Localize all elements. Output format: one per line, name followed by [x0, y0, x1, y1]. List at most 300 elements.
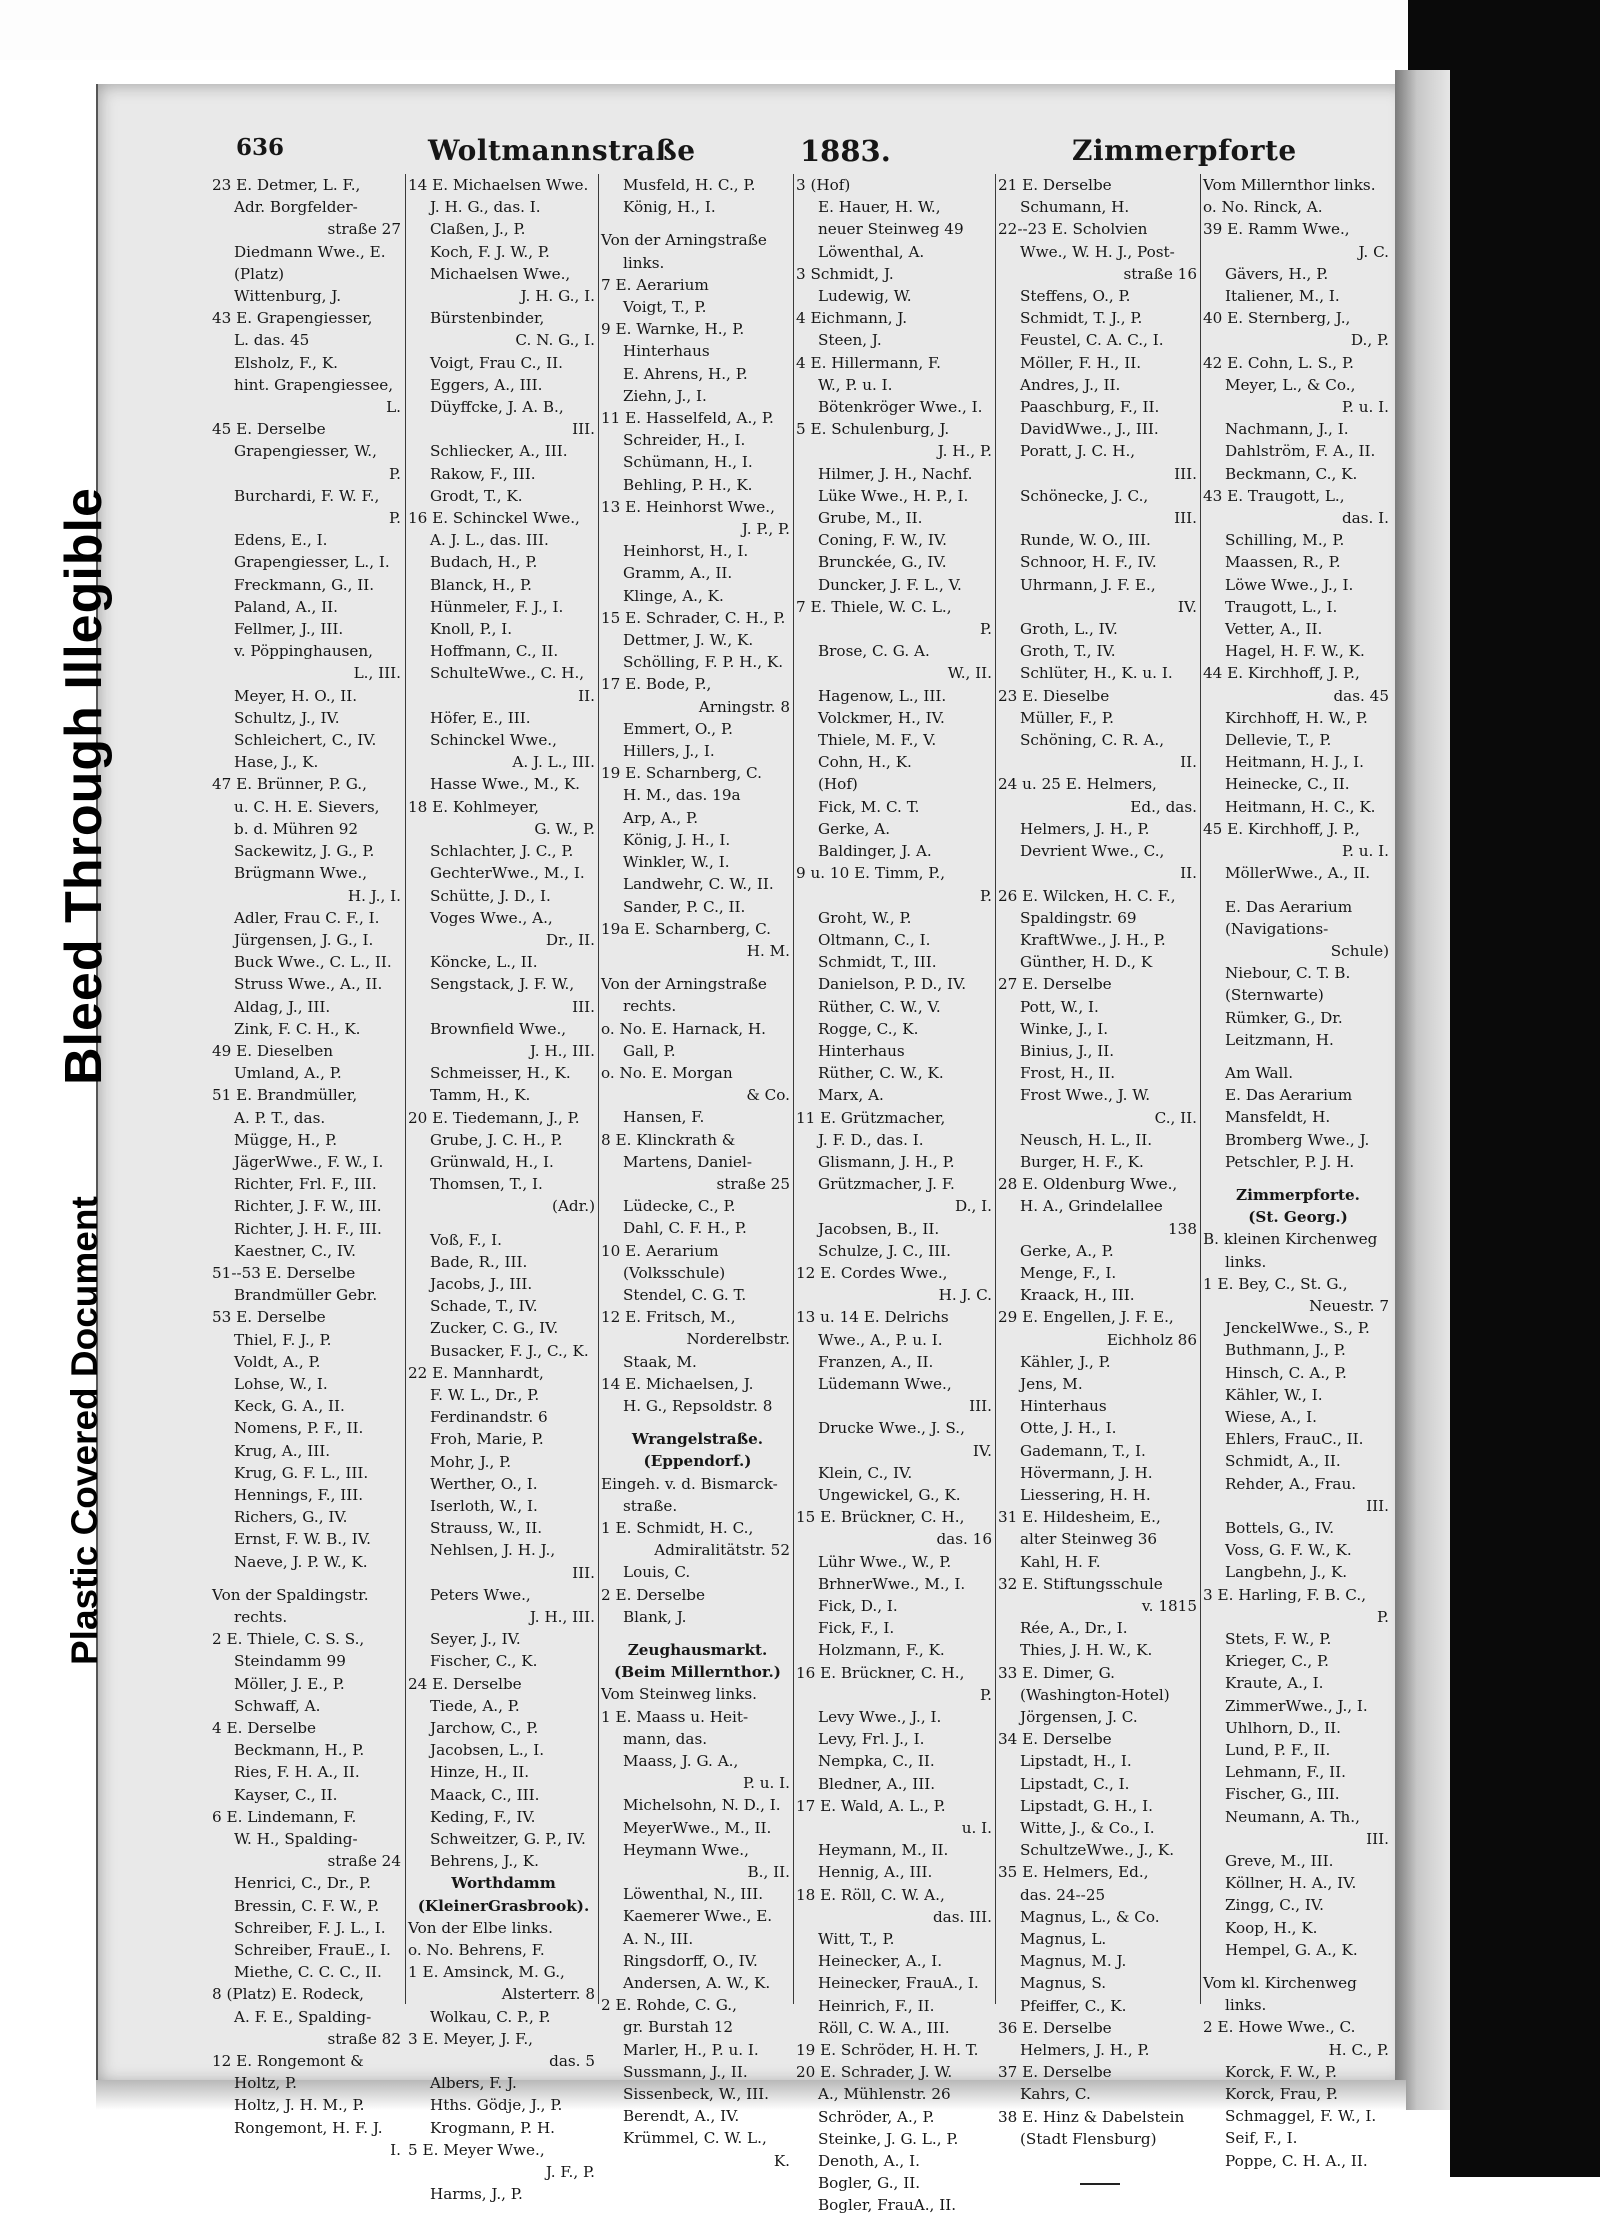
- directory-entry: Schröder, A., P.: [818, 2107, 935, 2126]
- directory-entry: Peters Wwe.,: [430, 1585, 531, 1604]
- directory-entry: 7 E. Thiele, W. C. L.,: [796, 597, 952, 616]
- directory-entry: Grube, M., II.: [818, 509, 923, 528]
- directory-entry: Miethe, C. C. C., II.: [234, 1963, 382, 1982]
- directory-entry: SchultzeWwe., J., K.: [1020, 1841, 1175, 1860]
- directory-entry: Hennings, F., III.: [234, 1485, 364, 1504]
- directory-entry: 43 E. Traugott, L.,: [1203, 486, 1345, 505]
- directory-entry: D., I.: [955, 1197, 992, 1216]
- directory-entry: 19 E. Scharnberg, C.: [601, 764, 762, 783]
- directory-entry: 23 E. Detmer, L. F.,: [212, 176, 361, 194]
- directory-entry: o. No. E. Morgan: [601, 1063, 733, 1082]
- directory-entry: straße 24: [327, 1852, 401, 1871]
- directory-entry: das. 45: [1333, 686, 1389, 705]
- directory-entry: IV.: [972, 1441, 992, 1460]
- directory-entry: Magnus, S.: [1020, 1974, 1107, 1993]
- directory-entry: Grützmacher, J. F.: [818, 1175, 955, 1194]
- directory-entry: Kirchhoff, H. W., P.: [1225, 708, 1368, 727]
- directory-entry: Kraute, A., I.: [1225, 1674, 1324, 1693]
- directory-entry: Krümmel, C. W. L.,: [623, 2129, 767, 2148]
- directory-entry: Knoll, P., I.: [430, 620, 513, 639]
- directory-entry: Lüdemann Wwe.,: [818, 1374, 952, 1393]
- directory-entry: 21 E. Derselbe: [998, 176, 1112, 194]
- directory-entry: J. H., III.: [529, 1608, 595, 1626]
- directory-entry: straße 27: [327, 220, 401, 239]
- directory-entry: Menge, F., I.: [1020, 1263, 1117, 1282]
- directory-entry: Schleichert, C., IV.: [234, 731, 377, 750]
- directory-entry: 5 E. Meyer Wwe.,: [408, 2140, 545, 2159]
- directory-entry: Ringsdorff, O., IV.: [623, 1951, 758, 1970]
- directory-entry: Hoffmann, C., II.: [430, 642, 559, 661]
- directory-entry: Marler, H., P. u. I.: [623, 2040, 759, 2059]
- directory-entry: neuer Steinweg 49: [818, 220, 964, 239]
- directory-entry: Harms, J., P.: [430, 2185, 523, 2204]
- directory-entry: I.: [390, 2140, 401, 2159]
- directory-entry: Schultz, J., IV.: [234, 708, 340, 727]
- directory-entry: Schliecker, A., III.: [430, 442, 568, 461]
- directory-entry: III.: [1174, 464, 1197, 483]
- directory-entry: Bogler, FrauA., II.: [818, 2196, 957, 2215]
- directory-entry: Beckmann, H., P.: [234, 1741, 365, 1760]
- directory-entry: Devrient Wwe., C.,: [1020, 842, 1165, 861]
- directory-entry: H. A., Grindelallee: [1020, 1197, 1163, 1216]
- directory-entry: 24 E. Derselbe: [408, 1674, 522, 1693]
- directory-entry: 1 E. Maass u. Heit-: [601, 1707, 749, 1726]
- directory-entry: Richter, Frl. F., III.: [234, 1175, 377, 1194]
- directory-entry: Wolkau, C. P., P.: [430, 2007, 551, 2026]
- directory-entry: Fick, F., I.: [818, 1619, 895, 1638]
- directory-column-3: [598, 174, 794, 2170]
- directory-entry: Kähler, J., P.: [1020, 1352, 1111, 1371]
- directory-entry: J. H., III.: [529, 1041, 595, 1060]
- directory-entry: Jacobsen, B., II.: [818, 1219, 940, 1238]
- directory-entry: Gävers, H., P.: [1225, 264, 1329, 283]
- directory-entry: P.: [980, 886, 992, 905]
- directory-entry: Alsterterr. 8: [501, 1985, 595, 2004]
- directory-entry: Duncker, J. F. L., V.: [818, 575, 962, 594]
- directory-entry: Hths. Gödje, J., P.: [430, 2096, 563, 2115]
- directory-entry: hint. Grapengiessee,: [234, 375, 394, 394]
- directory-entry: [406, 1218, 599, 1229]
- directory-entry: Marx, A.: [818, 1086, 884, 1105]
- directory-entry: Pfeiffer, C., K.: [1020, 1996, 1127, 2015]
- directory-entry: Heinecker, FrauA., I.: [818, 1974, 979, 1993]
- directory-entry: Korck, Frau, P.: [1225, 2085, 1338, 2104]
- directory-entry: Jacobsen, L., I.: [430, 1741, 545, 1760]
- directory-entry: Meyer, L., & Co.,: [1225, 375, 1356, 394]
- directory-entry: L. das. 45: [234, 331, 310, 350]
- directory-entry: Hinterhaus: [1020, 1397, 1107, 1416]
- directory-entry: Dahlström, F. A., II.: [1225, 442, 1376, 461]
- directory-entry: Hasse Wwe., M., K.: [430, 775, 580, 794]
- directory-entry: Dettmer, J. W., K.: [623, 631, 754, 650]
- directory-entry: Eichholz 86: [1106, 1330, 1197, 1349]
- directory-entry: Burchardi, F. W. F.,: [234, 486, 380, 505]
- directory-entry: Spaldingstr. 69: [1020, 908, 1137, 927]
- directory-entry: (Eppendorf.): [643, 1452, 752, 1471]
- directory-entry: Ehlers, FrauC., II.: [1225, 1430, 1364, 1449]
- directory-entry: Feustel, C. A. C., I.: [1020, 331, 1164, 350]
- directory-entry: III.: [1366, 1496, 1389, 1515]
- directory-entry: Magnus, L., & Co.: [1020, 1907, 1160, 1926]
- directory-entry: Volckmer, H., IV.: [818, 708, 945, 727]
- directory-entry: Magnus, L.: [1020, 1930, 1107, 1949]
- directory-entry: Klinge, A., K.: [623, 586, 724, 605]
- directory-entry: Schwaff, A.: [234, 1696, 321, 1715]
- directory-entry: mann, das.: [623, 1729, 708, 1748]
- directory-entry: L., III.: [353, 664, 401, 683]
- directory-entry: Lehmann, F., II.: [1225, 1763, 1347, 1782]
- directory-entry: Zink, F. C. H., K.: [234, 1019, 361, 1038]
- directory-entry: links.: [1225, 1252, 1267, 1271]
- directory-entry: E. Ahrens, H., P.: [623, 364, 748, 383]
- directory-entry: das. I.: [1341, 509, 1389, 528]
- directory-entry: Heitmann, H. C., K.: [1225, 797, 1376, 816]
- directory-entry: Rée, A., Dr., I.: [1020, 1619, 1128, 1638]
- directory-entry: J. F., P.: [545, 2163, 595, 2182]
- directory-entry: Kaemerer Wwe., E.: [623, 1907, 773, 1926]
- directory-entry: Voss, G. F. W., K.: [1225, 1541, 1352, 1560]
- directory-entry: 2 E. Derselbe: [601, 1585, 706, 1604]
- directory-entry: 15 E. Schrader, C. H., P.: [601, 608, 786, 627]
- directory-entry: A., Mühlenstr. 26: [818, 2085, 951, 2104]
- directory-entry: (Navigations-: [1225, 919, 1329, 938]
- directory-entry: 5 E. Schulenburg, J.: [796, 420, 950, 439]
- directory-entry: H. G., Repsoldstr. 8: [623, 1396, 773, 1415]
- directory-entry: (Platz): [234, 264, 285, 283]
- directory-entry: 2 E. Howe Wwe., C.: [1203, 2018, 1356, 2037]
- directory-entry: Groth, L., IV.: [1020, 620, 1118, 639]
- directory-entry: 3 E. Meyer, J. F.,: [408, 2029, 533, 2048]
- directory-entry: Jarchow, C., P.: [430, 1719, 539, 1738]
- directory-entry: Lüke Wwe., H. P., I.: [818, 486, 969, 505]
- directory-entry: Stets, F. W., P.: [1225, 1630, 1332, 1648]
- directory-entry: Nachmann, J., I.: [1225, 420, 1349, 439]
- directory-entry: Burger, H. F., K.: [1020, 1152, 1144, 1171]
- directory-entry: Otte, J. H., I.: [1020, 1419, 1117, 1438]
- directory-entry: III.: [572, 997, 595, 1016]
- directory-entry: Levy, Frl. J., I.: [818, 1730, 925, 1749]
- directory-entry: 22--23 E. Scholvien: [998, 220, 1148, 239]
- directory-entry: Meyer, H. O., II.: [234, 686, 358, 705]
- directory-entry: J. H. G., das. I.: [430, 198, 541, 217]
- directory-entry: [599, 218, 794, 229]
- directory-entry: Struss Wwe., A., II.: [234, 975, 383, 994]
- directory-entry: Rakow, F., III.: [430, 464, 536, 483]
- directory-entry: JenckelWwe., S., P.: [1225, 1319, 1370, 1338]
- directory-entry: P.: [1377, 1607, 1389, 1626]
- directory-entry: Fischer, G., III.: [1225, 1785, 1340, 1804]
- directory-entry: Grapengiesser, L., I.: [234, 553, 390, 572]
- directory-entry: 18 E. Kohlmeyer,: [408, 797, 539, 816]
- directory-entry: v. 1815: [1141, 1597, 1197, 1615]
- directory-entry: straße 82: [327, 2029, 401, 2048]
- directory-entry: Pott, W., I.: [1020, 997, 1099, 1016]
- directory-column-6: [1200, 174, 1393, 2170]
- directory-entry: Henrici, C., Dr., P.: [234, 1874, 371, 1893]
- directory-entry: 16 E. Brückner, C. H.,: [796, 1663, 965, 1682]
- directory-entry: Schreiber, FrauE., I.: [234, 1941, 391, 1960]
- directory-entry: 3 Schmidt, J.: [796, 264, 894, 283]
- directory-entry: B. kleinen Kirchenweg: [1203, 1230, 1378, 1249]
- directory-entry: Drucke Wwe., J. S.,: [818, 1419, 965, 1438]
- directory-entry: A. J. L., III.: [512, 753, 595, 772]
- directory-entry: Italiener, M., I.: [1225, 287, 1340, 306]
- directory-entry: 15 E. Brückner, C. H.,: [796, 1508, 965, 1527]
- directory-entry: 11 E. Hasselfeld, A., P.: [601, 409, 774, 428]
- directory-entry: [599, 1417, 794, 1428]
- directory-entry: Keck, G. A., II.: [234, 1397, 345, 1416]
- directory-entry: Steindamm 99: [234, 1652, 346, 1671]
- directory-entry: Vetter, A., II.: [1225, 620, 1323, 639]
- directory-entry: Bürstenbinder,: [430, 309, 545, 328]
- directory-entry: Brunckée, G., IV.: [818, 553, 947, 572]
- directory-entry: Gerke, A., P.: [1020, 1241, 1114, 1260]
- directory-entry: Mügge, H., P.: [234, 1130, 338, 1149]
- directory-entry: (KleinerGrasbrook).: [417, 1896, 590, 1915]
- directory-entry: Schreiber, F. J. L., I.: [234, 1918, 386, 1937]
- directory-entry: Adr. Borgfelder-: [234, 198, 358, 217]
- directory-entry: Schöning, C. R. A.,: [1020, 731, 1165, 750]
- directory-entry: MöllerWwe., A., II.: [1225, 864, 1371, 883]
- directory-entry: W., P. u. I.: [818, 375, 893, 394]
- directory-entry: Schumann, H.: [1020, 198, 1130, 217]
- directory-entry: 3 E. Harling, F. B. C.,: [1203, 1585, 1367, 1604]
- directory-entry: Richers, G., IV.: [234, 1508, 348, 1527]
- directory-entry: W. H., Spalding-: [234, 1830, 358, 1849]
- directory-entry: Arp, A., P.: [623, 808, 699, 827]
- directory-entry: rechts.: [234, 1608, 288, 1626]
- directory-entry: Claßen, J., P.: [430, 220, 526, 239]
- directory-entry: Seyer, J., IV.: [430, 1630, 521, 1649]
- directory-entry: Niebour, C. T. B.: [1225, 964, 1351, 983]
- directory-entry: Andres, J., II.: [1020, 375, 1121, 394]
- directory-entry: 17 E. Wald, A. L., P.: [796, 1796, 946, 1815]
- directory-entry: Fellmer, J., III.: [234, 620, 344, 639]
- directory-entry: Grünwald, H., I.: [430, 1152, 554, 1171]
- directory-entry: Hövermann, J. H.: [1020, 1463, 1153, 1482]
- directory-entry: Koop, H., K.: [1225, 1918, 1318, 1937]
- directory-entry: 19a E. Scharnberg, C.: [601, 919, 771, 938]
- directory-entry: 39 E. Ramm Wwe.,: [1203, 220, 1350, 239]
- header-street-end: Zimmerpforte: [1072, 134, 1297, 167]
- directory-entry: D., P.: [1350, 331, 1389, 350]
- directory-entry: Norderelbstr.: [686, 1330, 790, 1349]
- directory-entry: Schmidt, T., III.: [818, 953, 937, 972]
- directory-entry: Zucker, C. G., IV.: [430, 1319, 559, 1338]
- directory-entry: Ernst, F. W. B., IV.: [234, 1530, 371, 1549]
- directory-entry: MeyerWwe., M., II.: [623, 1818, 772, 1837]
- directory-entry: 138: [1168, 1219, 1197, 1238]
- directory-entry: Krogmann, P. H.: [430, 2118, 556, 2137]
- directory-entry: Arningstr. 8: [698, 697, 790, 716]
- directory-entry: Petschler, P. J. H.: [1225, 1152, 1355, 1171]
- directory-entry: H. C., P.: [1328, 2040, 1389, 2059]
- directory-entry: Louis, C.: [623, 1563, 691, 1582]
- directory-entry: Poppe, C. H. A., II.: [1225, 2151, 1368, 2170]
- directory-entry: Krug, G. F. L., III.: [234, 1463, 369, 1482]
- directory-entry: Michelsohn, N. D., I.: [623, 1796, 781, 1815]
- directory-entry: 10 E. Aerarium: [601, 1241, 719, 1260]
- directory-entry: 40 E. Sternberg, J.,: [1203, 309, 1351, 328]
- directory-entry: Greve, M., III.: [1225, 1852, 1334, 1871]
- directory-entry: Eingeh. v. d. Bismarck-: [601, 1474, 778, 1493]
- directory-entry: 36 E. Derselbe: [998, 2018, 1112, 2037]
- directory-entry: Hilmer, J. H., Nachf.: [818, 464, 973, 483]
- directory-entry: Thomsen, T., I.: [430, 1175, 543, 1194]
- directory-entry: Budach, H., P.: [430, 553, 538, 572]
- directory-entry: BrhnerWwe., M., I.: [818, 1574, 966, 1593]
- directory-entry: [1201, 1051, 1393, 1062]
- directory-entry: K.: [773, 2151, 790, 2170]
- directory-columns: [210, 174, 1392, 2215]
- directory-entry: Lüdecke, C., P.: [623, 1197, 736, 1216]
- directory-entry: J. P., P.: [741, 520, 790, 539]
- directory-entry: Oltmann, C., I.: [818, 930, 931, 949]
- directory-entry: Fischer, C., K.: [430, 1652, 538, 1671]
- directory-entry: Wrangelstraße.: [631, 1430, 764, 1449]
- directory-entry: Lohse, W., I.: [234, 1374, 328, 1393]
- directory-entry: [996, 2172, 1201, 2194]
- directory-entry: das. 5: [549, 2052, 595, 2071]
- directory-entry: Löwenthal, A.: [818, 242, 925, 261]
- directory-entry: 12 E. Rongemont &: [212, 2052, 364, 2071]
- directory-entry: Dr., II.: [545, 930, 595, 949]
- directory-entry: Bade, R., III.: [430, 1252, 528, 1271]
- directory-entry: Schlüter, H., K. u. I.: [1020, 664, 1173, 683]
- directory-entry: Langbehn, J., K.: [1225, 1563, 1348, 1582]
- directory-entry: J. C.: [1358, 242, 1389, 261]
- directory-entry: II.: [578, 686, 595, 705]
- directory-entry: Gerke, A.: [818, 819, 891, 838]
- directory-entry: Holzmann, F., K.: [818, 1641, 945, 1660]
- directory-entry: B., II.: [747, 1863, 790, 1882]
- directory-entry: Neusch, H. L., II.: [1020, 1130, 1153, 1149]
- directory-entry: Baldinger, J. A.: [818, 842, 932, 861]
- directory-entry: Tamm, H., K.: [430, 1086, 531, 1105]
- directory-entry: IV.: [1177, 597, 1197, 616]
- directory-entry: Hagel, H. F. W., K.: [1225, 642, 1365, 661]
- directory-entry: Hinterhaus: [818, 1041, 905, 1060]
- directory-entry: 45 E. Kirchhoff, J. P.,: [1203, 819, 1360, 838]
- directory-entry: H. J., I.: [347, 886, 401, 905]
- directory-entry: 33 E. Dimer, G.: [998, 1663, 1115, 1682]
- directory-entry: [1201, 1173, 1393, 1184]
- directory-entry: das. 24--25: [1020, 1885, 1106, 1904]
- directory-entry: 35 E. Helmers, Ed.,: [998, 1863, 1149, 1882]
- directory-entry: 20 E. Schrader, J. W.: [796, 2063, 953, 2082]
- directory-entry: Wwe., A., P. u. I.: [818, 1330, 943, 1349]
- directory-entry: o. No. Behrens, F.: [408, 1941, 545, 1960]
- directory-entry: 47 E. Brünner, P. G.,: [212, 775, 367, 794]
- directory-entry: A. N., III.: [623, 1929, 694, 1948]
- directory-entry: F. W. L., Dr., P.: [430, 1385, 540, 1404]
- directory-entry: A. J. L., das. III.: [430, 531, 549, 550]
- directory-entry: 12 E. Fritsch, M.,: [601, 1308, 736, 1327]
- directory-entry: 12 E. Cordes Wwe.,: [796, 1263, 948, 1282]
- directory-entry: Schönecke, J. C.,: [1020, 486, 1149, 505]
- directory-entry: Buck Wwe., C. L., II.: [234, 953, 392, 972]
- directory-entry: 53 E. Derselbe: [212, 1308, 326, 1327]
- directory-entry: Nomens, P. F., II.: [234, 1419, 364, 1438]
- directory-entry: ZimmerWwe., J., I.: [1225, 1696, 1368, 1715]
- directory-entry: Strauss, W., II.: [430, 1519, 543, 1538]
- directory-entry: Lipstadt, H., I.: [1020, 1752, 1132, 1771]
- directory-entry: Worthdamm: [451, 1874, 556, 1893]
- directory-entry: Sissenbeck, W., III.: [623, 2085, 769, 2104]
- directory-entry: Heymann, M., II.: [818, 1841, 949, 1860]
- directory-entry: (Volksschule): [623, 1263, 726, 1282]
- directory-entry: P.: [980, 620, 992, 639]
- directory-entry: [1201, 1961, 1393, 1972]
- directory-entry: 11 E. Grützmacher,: [796, 1108, 946, 1127]
- directory-entry: 29 E. Engellen, J. F. E.,: [998, 1308, 1174, 1327]
- directory-column-5: [995, 174, 1201, 2148]
- directory-entry: Uhlhorn, D., II.: [1225, 1718, 1342, 1737]
- scan-background: [0, 0, 1600, 60]
- directory-entry: v. Pöppinghausen,: [234, 642, 373, 661]
- directory-entry: Wiese, A., I.: [1225, 1407, 1317, 1426]
- directory-entry: 22 E. Mannhardt,: [408, 1363, 544, 1382]
- directory-entry: Adler, Frau C. F., I.: [234, 908, 380, 927]
- directory-entry: 1 E. Bey, C., St. G.,: [1203, 1274, 1348, 1293]
- directory-entry: Edens, E., I.: [234, 531, 328, 550]
- directory-entry: Eggers, A., III.: [430, 375, 543, 394]
- directory-entry: 34 E. Derselbe: [998, 1730, 1112, 1749]
- directory-entry: Voigt, T., P.: [623, 298, 707, 317]
- directory-entry: Cohn, H., K.: [818, 753, 912, 772]
- directory-entry: J. H., P.: [937, 442, 992, 461]
- directory-entry: Schümann, H., I.: [623, 453, 753, 472]
- directory-entry: Lund, P. F., II.: [1225, 1741, 1331, 1760]
- directory-entry: Günther, H. D., K: [1020, 953, 1153, 972]
- directory-entry: Behling, P. H., K.: [623, 475, 753, 494]
- directory-entry: (Stadt Flensburg): [1020, 2129, 1157, 2148]
- directory-entry: Rogge, C., K.: [818, 1019, 919, 1038]
- directory-entry: Bottels, G., IV.: [1225, 1518, 1335, 1537]
- directory-entry: Von der Spaldingstr.: [212, 1585, 369, 1604]
- directory-entry: Hennig, A., III.: [818, 1863, 933, 1882]
- directory-entry: Denoth, A., I.: [818, 2152, 920, 2171]
- directory-entry: Blank, J.: [623, 1607, 687, 1626]
- directory-entry: Hagenow, L., III.: [818, 686, 947, 705]
- directory-entry: Hünmeler, F. J., I.: [430, 597, 564, 616]
- directory-entry: Gall, P.: [623, 1041, 676, 1060]
- directory-entry: Klein, C., IV.: [818, 1463, 913, 1482]
- directory-entry: Binius, J., II.: [1020, 1041, 1115, 1060]
- directory-entry: Maassen, R., P.: [1225, 553, 1341, 572]
- directory-entry: 8 E. Klinckrath &: [601, 1130, 736, 1149]
- directory-entry: 32 E. Stiftungsschule: [998, 1574, 1163, 1593]
- directory-entry: Uhrmann, J. F. E.,: [1020, 575, 1156, 594]
- directory-entry: Nempka, C., II.: [818, 1752, 935, 1771]
- directory-entry: Grodt, T., K.: [430, 486, 523, 505]
- directory-entry: Hinze, H., II.: [430, 1763, 530, 1782]
- directory-entry: III.: [969, 1397, 992, 1416]
- directory-entry: Korck, F. W., P.: [1225, 2062, 1337, 2081]
- directory-entry: Zimmerpforte.: [1236, 1185, 1360, 1204]
- directory-entry: Leitzmann, H.: [1225, 1030, 1334, 1049]
- directory-entry: L.: [386, 398, 401, 417]
- directory-entry: (Hof): [818, 775, 858, 794]
- directory-entry: Michaelsen Wwe.,: [430, 264, 571, 283]
- directory-entry: Glismann, J. H., P.: [818, 1152, 955, 1171]
- directory-entry: Koch, F. J. W., P.: [430, 242, 550, 261]
- directory-entry: Am Wall.: [1225, 1063, 1294, 1082]
- directory-entry: Mohr, J., P.: [430, 1452, 512, 1471]
- directory-entry: III.: [1366, 1829, 1389, 1848]
- directory-entry: Löwenthal, N., III.: [623, 1885, 764, 1904]
- directory-entry: Möller, J. E., P.: [234, 1674, 345, 1693]
